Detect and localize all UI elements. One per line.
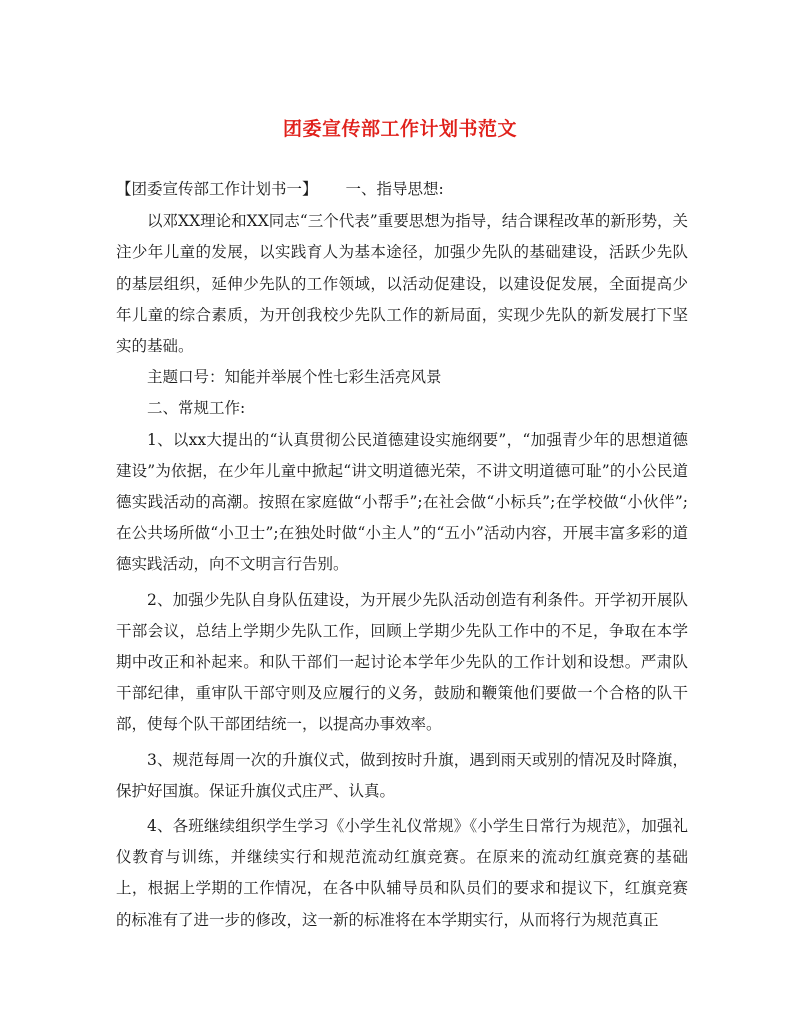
item-3-paragraph: 3、规范每周一次的升旗仪式，做到按时升旗，遇到雨天或别的情况及时降旗，保护好国旗。保证升旗仪式庄严、认真。 xyxy=(116,750,688,800)
routine-heading: 二、常规工作: xyxy=(147,399,246,418)
item-4-paragraph: 4、各班继续组织学生学习《小学生礼仪常规》《小学生日常行为规范》，加强礼仪教育与训练，并继续实行和规范流动红旗竞赛。在原来的流动红旗竞赛的基础上，根据上学期的工作情况，在各中队辅导员和队员们的要求和提议下，红旗竞赛的标准有了进一步的修改，这一新的标准将在本学期实行，从而将行为规范真正 xyxy=(116,817,688,929)
slogan-line: 主题口号：知能并举展个性七彩生活亮风景 xyxy=(147,368,442,387)
guiding-paragraph: 以邓XX理论和XX同志“三个代表”重要思想为指导，结合课程改革的新形势，关注少年儿童的发展，以实践育人为基本途径，加强少先队的基础建设，活跃少先队的基层组织，延伸少先队的工作领域，以活动促建设，以建设促发展，全面提高少年儿童的综合素质，为开创我校少先队工作的新局面，实现少先队的新发展打下坚实的基础。 xyxy=(116,212,688,356)
item-1-paragraph: 1、以xx大提出的“认真贯彻公民道德建设实施纲要”，“加强青少年的思想道德建设”为依据，在少年儿童中掀起“讲文明道德光荣，不讲文明道德可耻”的小公民道德实践活动的高潮。按照在家庭做“小帮手”;在社会做“小标兵”;在学校做“小伙伴”;在公共场所做“小卫士”;在独处时做“小主人”的“五小”活动内容，开展丰富多彩的道德实践活动，向不文明言行告别。 xyxy=(116,430,688,574)
section-intro: 一、指导思想: xyxy=(345,180,444,198)
document-body xyxy=(116,174,688,936)
section-heading-line xyxy=(116,174,688,205)
item-2-paragraph: 2、加强少先队自身队伍建设，为开展少先队活动创造有利条件。开学初开展队干部会议，总结上学期少先队工作，回顾上学期少先队工作中的不足，争取在本学期中改正和补起来。和队干部们一起讨论本学年少先队的工作计划和设想。严肃队干部纪律，重审队干部守则及应履行的义务，鼓励和鞭策他们要做一个合格的队干部，使每个队干部团结统一，以提高办事效率。 xyxy=(116,590,688,734)
document-title: 团委宣传部工作计划书范文 xyxy=(282,118,517,140)
section-heading: 【团委宣传部工作计划书一】 xyxy=(116,180,318,198)
